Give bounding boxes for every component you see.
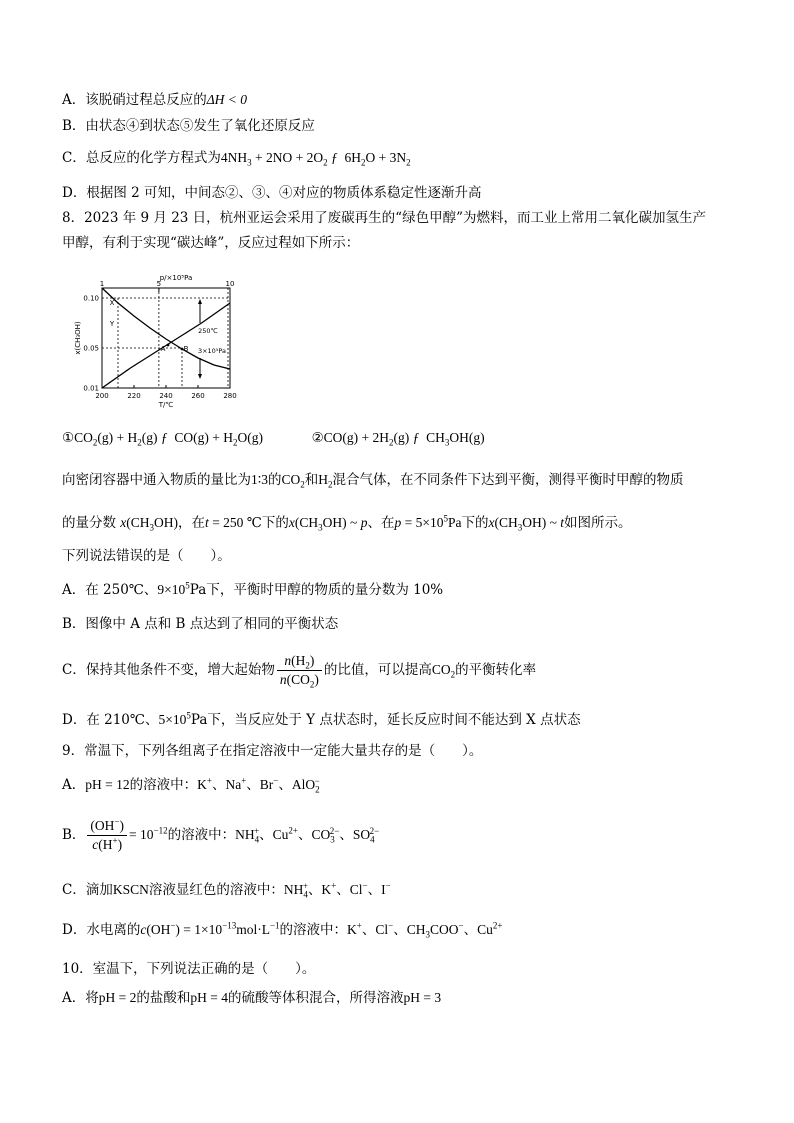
q9-option-d-conc: $c(OH^-) = 1\times 10^{-13}mol\cdot L^{-1}$: [140, 920, 280, 937]
top-tick-label: 5: [156, 280, 162, 288]
q9-option-a-pre: A．: [62, 777, 86, 793]
series-label-temperature: 3×10⁵Pa: [197, 347, 227, 355]
q8-option-d-pressure: $5\times 10^5$: [158, 710, 191, 727]
q8-option-d: [62, 710, 581, 730]
q9-option-b-mid: 的溶液中：: [167, 827, 236, 843]
top-tick-label: 10: [225, 280, 235, 288]
oh-h-fraction: $\frac{(OH^-)}{c(H^+)}$: [87, 817, 127, 854]
y-tick-label: 0.01: [83, 384, 99, 393]
ratio-value: = $10^{-12}$: [129, 825, 168, 842]
q8-option-a: [62, 580, 443, 600]
q7-option-a-math: ΔH < 0: [206, 92, 248, 107]
para1-mid: 的: [268, 472, 282, 488]
point-label-b: B: [183, 345, 189, 353]
temp-cond: t = 250 ℃: [205, 515, 262, 530]
arrow-up-head: [198, 299, 202, 304]
q8-option-c-pre: C．保持其他条件不变，增大起始物: [62, 662, 275, 678]
top-tick-label: 1: [99, 280, 105, 288]
para2-pre: 的量分数: [62, 515, 116, 531]
y-axis-label: x(CH₃OH): [74, 321, 82, 355]
ratio-fraction: $\frac{n(H_2)}{n(CO_2)}$: [277, 652, 322, 689]
q10-option-a-d: 的硫酸等体积混合，所得溶液: [228, 990, 404, 1006]
q7-option-a-text: A．该脱硝过程总反应的: [62, 92, 207, 108]
series-line-pressure: [102, 303, 230, 388]
para2-a: ，在: [178, 515, 206, 531]
reaction-2-equation: $CO(g) + 2H_2(g)$ ƒ $CH_3OH(g)$: [323, 430, 485, 448]
q10-option-a: [62, 988, 441, 1008]
point-label-y: Y: [109, 320, 115, 328]
para2-c: 、在: [367, 515, 395, 531]
q9-option-d-mid: 的溶液中：: [279, 922, 348, 938]
q9-option-a-ions: K+、Na+、Br−、AlO$_2$−: [197, 775, 320, 795]
x-tick-label: 260: [191, 392, 205, 400]
q8-paragraph-line2: [62, 513, 632, 533]
q7-option-c: [62, 148, 411, 168]
q9-option-c-ions: $NH_4^+$、K+、Cl−、I−: [283, 880, 391, 900]
q10-stem: 10．室温下，下列说法正确的是（ ）。: [62, 961, 316, 977]
q9-option-a-mid: 的溶液中：: [129, 777, 198, 793]
para2-d: 下的: [461, 515, 489, 531]
chart-frame: [102, 288, 230, 388]
q8-option-a-pre: A．在 250℃、: [62, 582, 158, 598]
y-tick-label: 0.05: [83, 344, 99, 353]
q8-stem-line1: 8．2023 年 9 月 23 日，杭州亚运会采用了废碳再生的“绿色甲醇”为燃料，而工业上常用二氧化碳加氢生产: [62, 210, 706, 226]
point-label-a: A: [160, 345, 166, 353]
q10-ph-e: pH = 3: [403, 990, 442, 1005]
q8-option-a-post: Pa下，平衡时甲醇的物质的量分数为 10%: [189, 582, 444, 598]
q9-option-d-ions: K+、Cl−、$CH_3COO^-$、$Cu^{2+}$: [347, 920, 503, 940]
q9-stem: 9．常温下，下列各组离子在指定溶液中一定能大量共存的是（ ）。: [62, 743, 483, 759]
q7-option-c-text: C．总反应的化学方程式为: [62, 150, 221, 166]
q7-option-a: [62, 90, 247, 110]
q7-option-d: D．根据图 2 可知，中间态②、③、④对应的物质体系稳定性逐渐升高: [62, 185, 482, 201]
point-label-x: X: [109, 299, 115, 307]
series-label-pressure: 250℃: [198, 327, 218, 335]
para2-post: 如图所示。: [564, 515, 632, 531]
para2-b: 下的: [261, 515, 289, 531]
x-vs-p: $x(CH_3OH)$ ~ p: [288, 515, 368, 533]
q9-option-a-cond: pH = 12: [85, 777, 130, 792]
co2-formula: $CO_2$: [431, 662, 456, 680]
q8-option-c-post: 的平衡转化率: [455, 662, 537, 678]
q10-option-a-pre: A．将: [62, 990, 99, 1006]
q7-option-b: B．由状态④到状态⑤发生了氧化还原反应: [62, 118, 315, 134]
x-tick-label: 220: [127, 392, 141, 400]
q9-option-a: [62, 775, 320, 795]
q8-option-d-pre: D．在 210℃、: [62, 712, 159, 728]
para1-pre: 向密闭容器中通入物质的量比为: [62, 472, 251, 488]
reaction-2-label: ②: [311, 430, 324, 446]
q9-option-b-pre: B．: [62, 827, 86, 843]
q9-option-b: [62, 817, 379, 854]
reaction-1-equation: $CO_2(g) + H_2(g)$ ƒ $CO(g) + H_2O(g)$: [74, 430, 263, 448]
x-vs-t: $x(CH_3OH)$ ~ t: [488, 515, 565, 533]
q9-option-b-ions: $NH_4^+$、$Cu^{2+}$、$CO_3^{2-}$、$SO_4^{2-}$: [235, 825, 380, 845]
point-b: [181, 348, 184, 351]
y-tick-label: 0.10: [83, 294, 99, 303]
x-ch3oh-1: $x(CH_3OH)$: [120, 515, 179, 533]
x-tick-label: 200: [95, 392, 109, 400]
q7-equation: $4NH_3 + 2NO + 2O_2$ ƒ $6H_2O + 3N_2$: [220, 150, 411, 168]
reaction-1-label: ①: [62, 430, 75, 446]
para1-ratio: 1∶3: [251, 472, 269, 487]
para1-post: 混合气体，在不同条件下达到平衡，测得平衡时甲醇的物质: [332, 472, 684, 488]
pressure-cond: $p = 5\times 10^5Pa$: [394, 513, 462, 530]
x-axis-label: T/℃: [158, 401, 174, 408]
q10-option-a-b: 的盐酸和: [136, 990, 191, 1006]
q8-option-b: B．图像中 A 点和 B 点达到了相同的平衡状态: [62, 616, 339, 632]
q8-paragraph-line1: [62, 470, 684, 490]
q10-ph-c: pH = 4: [190, 990, 228, 1005]
q9-option-d: [62, 920, 502, 940]
q8-option-c: [62, 652, 536, 689]
top-axis-label: p/×10⁵Pa: [159, 274, 193, 282]
x-tick-label: 240: [159, 392, 173, 400]
x-tick-label: 280: [223, 392, 237, 400]
q8-option-c-mid: 的比值，可以提高: [323, 662, 432, 678]
q9-option-c: [62, 880, 391, 900]
arrow-down-head: [198, 374, 202, 379]
q8-option-d-post: Pa下，当反应处于 Y 点状态时，延长反应时间不能达到 X 点状态: [190, 712, 581, 728]
q8-stem-line2: 甲醇，有利于实现“碳达峰”，反应过程如下所示：: [62, 235, 360, 251]
q9-option-c-reagent: KSCN: [112, 882, 149, 897]
q9-option-c-mid: 溶液显红色的溶液中：: [148, 882, 284, 898]
q8-ask: 下列说法错误的是（ ）。: [62, 548, 231, 564]
point-a: [167, 344, 170, 347]
methanol-chart: [72, 270, 240, 408]
para1-species: $CO_2$和$H_2$: [281, 472, 333, 490]
q9-option-d-pre: D．水电离的: [62, 922, 141, 938]
q10-ph-a: pH = 2: [98, 990, 137, 1005]
q8-option-a-pressure: $9\times 10^5$: [157, 580, 190, 597]
q8-reactions: [62, 428, 485, 448]
q9-option-c-pre: C．滴加: [62, 882, 113, 898]
